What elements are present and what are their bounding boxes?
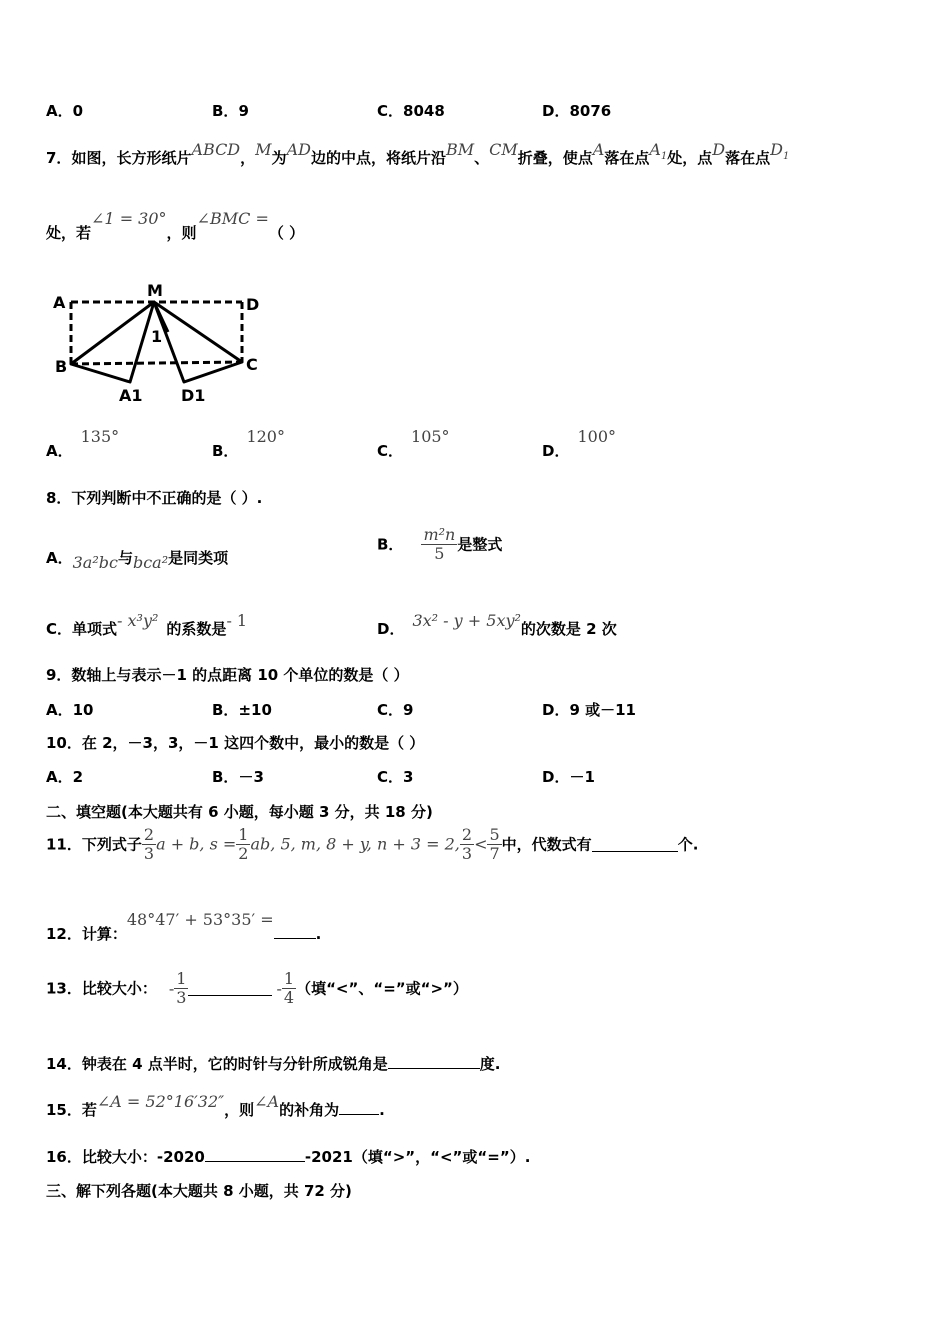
q13-line: 13．比较大小： - $\frac{1}{3}$ - $\frac{1}{4}$ （填“<”、“=”或“>”） [46,969,468,1007]
q10-option-a: A．2 [46,768,84,786]
fig-label-a1: A1 [119,386,143,405]
q9-option-a: A．10 [46,701,94,719]
q13-answer-blank[interactable] [188,981,272,996]
q10-option-d: D．－1 [542,768,595,786]
fig-label-angle1: 1 [151,327,163,346]
q7-stem-line1: 7．如图，长方形纸片ABCD，M为AD边的中点，将纸片沿BM、CM折叠，使点A落在点$A_1$处，点D落在点$D_1$ [46,140,790,167]
q7-stem-line2: 处，若∠1 = 30°，则∠BMC =（ ） [46,209,305,242]
q12-line: 12．计算：48°47′ + 53°35′ =. [46,910,322,943]
section-3-heading: 三、解下列各题(本大题共 8 小题，共 72 分) [46,1182,352,1200]
q10-option-c: C．3 [377,768,414,786]
fig-label-b: B [55,357,68,376]
q9-stem: 9．数轴上与表示－1 的点距离 10 个单位的数是（ ） [46,666,409,684]
q9-option-c: C．9 [377,701,414,719]
q7-option-a: A．135° [46,427,120,460]
section-2-heading: 二、填空题(本大题共有 6 小题，每小题 3 分，共 18 分) [46,803,433,821]
q10-option-b: B．－3 [212,768,264,786]
q8-option-b: B． $\frac{\text{m²n}}{5}$ 是整式 [377,525,503,563]
q14-answer-blank[interactable] [388,1054,480,1069]
fig-label-d1: D1 [181,386,206,405]
q8-option-a: A．3a²bc与bca²是同类项 [46,549,229,572]
q11-answer-blank[interactable] [592,837,678,852]
fig-label-m: M [147,281,163,300]
q8-stem: 8．下列判断中不正确的是（ ）. [46,489,263,507]
q6-option-b: B．9 [212,102,249,120]
q8-option-d: D． 3x² - y + 5xy²的次数是 2 次 [377,611,617,638]
q8-option-c: C．单项式- x³y² 的系数是- 1 [46,611,248,638]
q9-option-b: B．±10 [212,701,272,719]
q7-option-c: C．105° [377,427,450,460]
q7-figure [50,278,270,406]
q15-line: 15．若∠A = 52°16′32″，则∠A的补角为 . [46,1092,385,1119]
fig-label-c: C [246,355,258,374]
q6-option-d: D．8076 [542,102,612,120]
q7-option-d: D．100° [542,427,616,460]
q16-line: 16．比较大小：-2020 -2021（填“>”，“<”或“=”）. [46,1148,531,1166]
q7-option-b: B．120° [212,427,285,460]
q12-answer-blank[interactable] [274,924,316,939]
q15-answer-blank[interactable] [339,1100,379,1115]
q6-option-a: A．0 [46,102,84,120]
q10-stem: 10．在 2，－3，3，－1 这四个数中，最小的数是（ ） [46,734,425,752]
q16-answer-blank[interactable] [205,1147,305,1162]
fig-label-d: D [246,295,260,314]
q11-line: 11．下列式子 $\frac{2}{3}$ a + b, s = $\frac{1}{2}$ ab, 5, m, 8 + y, n + 3 = 2, $\frac{2}{3}$ < $\frac{5}{7}$ 中，代数式有 个. [46,825,699,863]
q6-option-c: C．8048 [377,102,445,120]
fig-label-a: A [53,293,66,312]
q14-line: 14．钟表在 4 点半时，它的时针与分针所成锐角是 度. [46,1055,501,1073]
q9-option-d: D．9 或－11 [542,701,636,719]
